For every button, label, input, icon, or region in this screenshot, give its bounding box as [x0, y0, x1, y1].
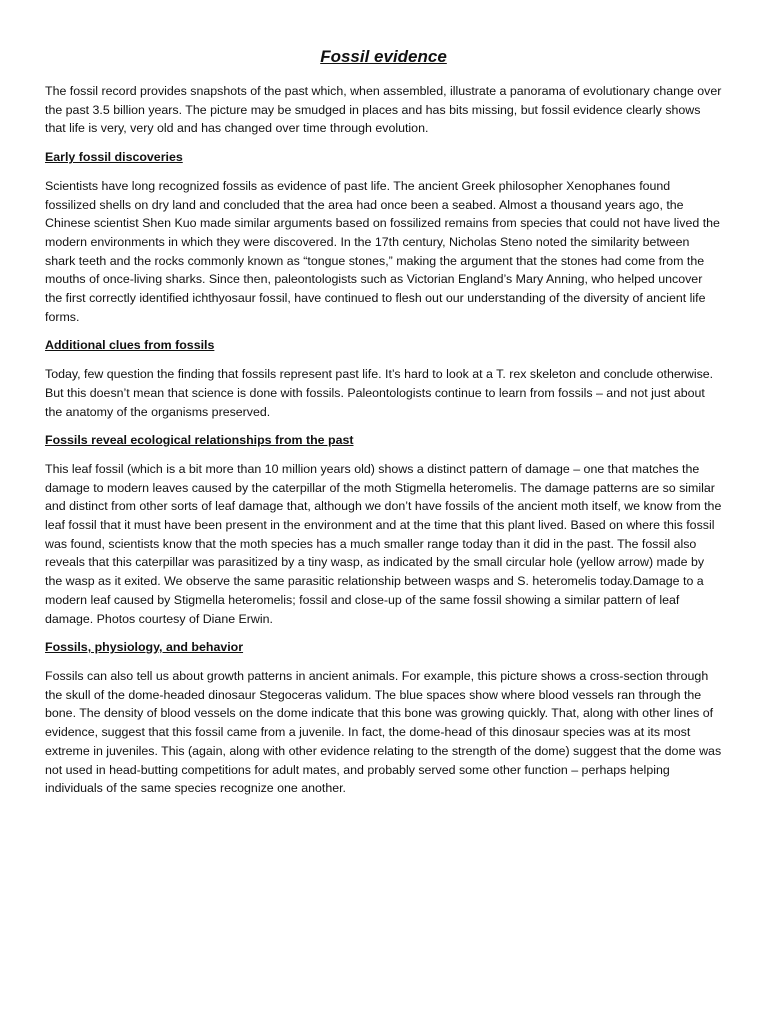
section-body-physiology-behavior: Fossils can also tell us about growth patterns in ancient animals. For example, this picture shows a cross-section through the skull of the dome-headed dinosaur Stegoceras validum. The blue spaces show where blood vessels ran through the bone. The density of blood vessels on the dome indicate that this bone was growing quickly. That, along with other lines of evidence, suggest that this fossil came from a juvenile. In fact, the dome-head of this dinosaur species was at its most extreme in juveniles. This (again, along with other evidence relating to the strength of the dome) suggest that the dome was not used in head-butting competitions for adult mates, and probably served some other function – perhaps helping individuals of the same species recognize one another. — [45, 668, 722, 796]
section-heading-additional-clues: Additional clues from fossils — [45, 338, 215, 353]
document-title: Fossil evidence — [320, 47, 447, 66]
section-body-early-fossil-discoveries: Scientists have long recognized fossils as evidence of past life. The ancient Greek philosopher Xenophanes found fossilized shells on dry land and concluded that the area had once been a seabed. Almost a thousand years ago, the Chinese scientist Shen Kuo made similar arguments based on fossilized remains from species that could not have lived the modern environments in which they were discovered. In the 17th century, Nicholas Steno noted the similarity between shark teeth and the rocks commonly known as “tongue stones,” making the argument that the stones had come from the mouths of once-living sharks. Since then, paleontologists such as Victorian England’s Mary Anning, who helped uncover the first correctly identified ichthyosaur fossil, have continued to flesh out our understanding of the diversity of ancient life forms. — [45, 178, 720, 324]
section-heading-early-fossil-discoveries: Early fossil discoveries — [45, 150, 183, 165]
section-heading-ecological-relationships: Fossils reveal ecological relationships from the past — [45, 433, 354, 448]
section-heading-physiology-behavior: Fossils, physiology, and behavior — [45, 640, 244, 655]
intro-paragraph: The fossil record provides snapshots of the past which, when assembled, illustrate a panorama of evolutionary change over the past 3.5 billion years. The picture may be smudged in places and has bits missing, but fossil evidence clearly shows that life is very, very old and has changed over time through evolution. — [45, 84, 722, 136]
section-body-additional-clues: Today, few question the finding that fossils represent past life. It’s hard to look at a T. rex skeleton and conclude otherwise. But this doesn’t mean that science is done with fossils. Paleontologists continue to learn from fossils – and not just about the anatomy of the organisms preserved. — [45, 367, 714, 419]
section-body-ecological-relationships: This leaf fossil (which is a bit more than 10 million years old) shows a distinct pattern of damage – one that matches the damage to modern leaves caused by the caterpillar of the moth Stigmella heteromelis. The damage patterns are so similar and distinct from other sorts of leaf damage that, although we don’t have fossils of the ancient moth itself, we know from the leaf fossil that it must have been present in the environment and at the time that this plant lived. Based on where this fossil was found, scientists know that the moth species has a much smaller range today than it did in the past. The fossil also reveals that this caterpillar was parasitized by a tiny wasp, as indicated by the small circular hole (yellow arrow) made by the wasp as it exited. We observe the same parasitic relationship between wasps and S. heteromelis today.Damage to a modern leaf caused by Stigmella heteromelis; fossil and close-up of the same fossil showing a similar pattern of leaf damage. Photos courtesy of Diane Erwin. — [45, 461, 722, 626]
